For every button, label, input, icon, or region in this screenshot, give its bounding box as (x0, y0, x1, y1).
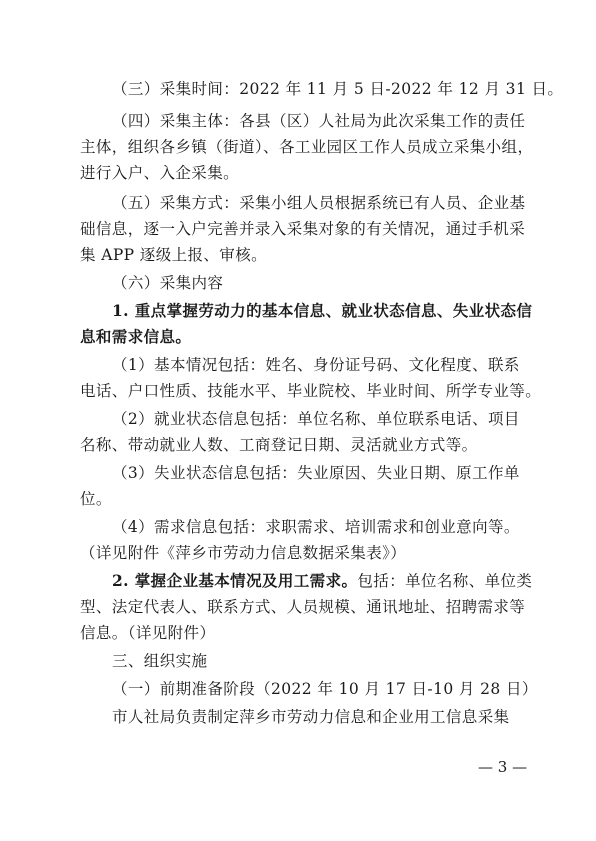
item-unemployment-info-line2: 位。 (80, 490, 112, 508)
item-employment-info-line1: （2）就业状态信息包括：单位名称、单位联系电话、项目 (112, 410, 520, 428)
item-demand-info-line2: （详见附件《萍乡市劳动力信息数据采集表》） (80, 544, 407, 562)
item-unemployment-info-line1: （3）失业状态信息包括：失业原因、失业日期、原工作单 (112, 464, 520, 482)
para-collection-subject-line2: 主体，组织各乡镇（街道）、各工业园区工作人员成立采集小组， (80, 138, 534, 156)
heading-enterprise-info-tail: 包括：单位名称、单位类 (357, 572, 533, 590)
para-city-bureau: 市人社局负责制定萍乡市劳动力信息和企业用工信息采集 (112, 708, 510, 726)
heading-enterprise-info-line3: 信息。（详见附件） (80, 624, 216, 642)
para-collection-method-line1: （五）采集方式：采集小组人员根据系统已有人员、企业基 (112, 194, 526, 212)
para-collection-method-line2: 础信息，逐一入户完善并录入采集对象的有关情况，通过手机采 (80, 220, 526, 238)
heading-labor-info-line1: 1. 重点掌握劳动力的基本信息、就业状态信息、失业状态信 (112, 301, 533, 320)
subsection-preparation: （一）前期准备阶段（2022 年 10 月 17 日-10 月 28 日） (112, 680, 538, 698)
heading-labor-info-line2: 息和需求信息。 (80, 327, 192, 346)
item-employment-info-line2: 名称、带动就业人数、工商登记日期、灵活就业方式等。 (80, 436, 478, 454)
para-collection-time: （三）采集时间：2022 年 11 月 5 日-2022 年 12 月 31 日。 (112, 80, 564, 98)
item-demand-info-line1: （4）需求信息包括：求职需求、培训需求和创业意向等。 (112, 518, 520, 536)
para-collection-subject-line1: （四）采集主体：各县（区）人社局为此次采集工作的责任 (112, 112, 526, 130)
page-number: — 3 — (478, 758, 528, 776)
heading-enterprise-info-line1 (112, 571, 532, 591)
item-basic-info-line1: （1）基本情况包括：姓名、身份证号码、文化程度、联系 (112, 356, 520, 374)
heading-enterprise-info-line2: 型、法定代表人、联系方式、人员规模、通讯地址、招聘需求等 (80, 598, 526, 616)
para-collection-subject-line3: 进行入户、入企采集。 (80, 164, 240, 182)
section-organization: 三、组织实施 (112, 652, 208, 670)
heading-enterprise-info-bold: 2. 掌握企业基本情况及用工需求。 (112, 571, 358, 590)
item-basic-info-line2: 电话、户口性质、技能水平、毕业院校、毕业时间、所学专业等。 (80, 382, 542, 400)
para-collection-method-line3: 集 APP 逐级上报、审核。 (80, 246, 268, 264)
para-collection-content: （六）采集内容 (112, 274, 224, 292)
